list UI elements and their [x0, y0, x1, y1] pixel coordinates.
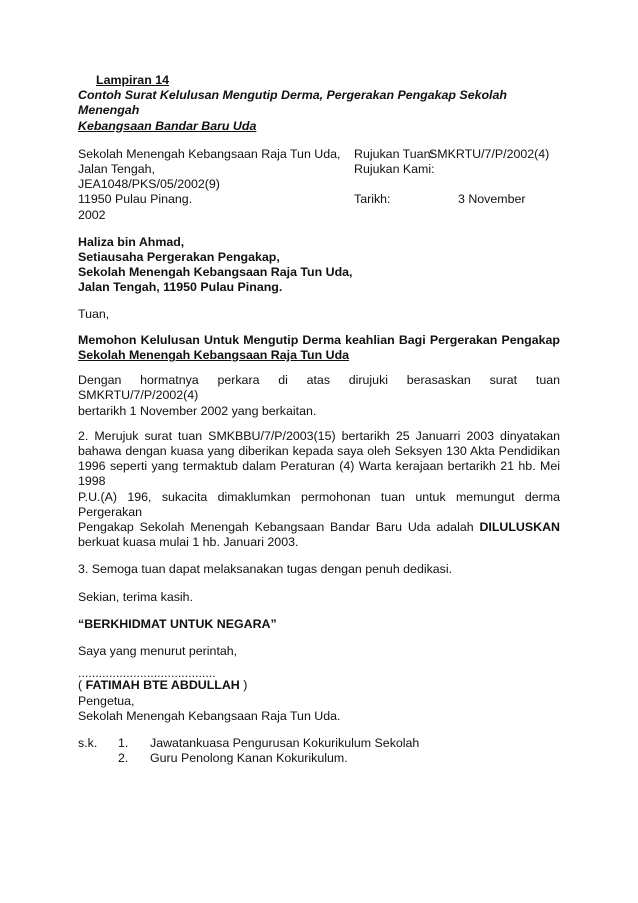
sk-block — [78, 736, 560, 766]
rujukan-tuan-label: Rujukan Tuan: — [354, 146, 434, 161]
signatory-open: ( — [78, 678, 86, 693]
sender-line: Jalan Tengah, — [78, 162, 155, 177]
sk-row — [78, 736, 560, 751]
sk-row — [78, 751, 560, 766]
sk-recipient: Guru Penolong Kanan Kokurikulum. — [150, 751, 348, 766]
paragraph-2-line — [78, 520, 560, 535]
tarikh-value: 3 November — [458, 192, 526, 207]
recipient-line: Jalan Tengah, 11950 Pulau Pinang. — [78, 280, 283, 295]
subject-line2: Sekolah Menengah Kebangsaan Raja Tun Uda — [78, 348, 350, 363]
signatory-name: FATIMAH BTE ABDULLAH — [85, 678, 240, 693]
spacer-row — [354, 177, 560, 192]
closing-sekian: Sekian, terima kasih. — [78, 589, 194, 604]
sk-number: 1. — [118, 735, 129, 750]
recipient-line: Haliza bin Ahmad, — [78, 234, 185, 249]
motto: “BERKHIDMAT UNTUK NEGARA” — [78, 616, 277, 631]
paragraph-2 — [78, 429, 560, 551]
document-title-line2: Kebangsaan Bandar Baru Uda — [78, 118, 257, 133]
recipient-block — [78, 235, 560, 296]
paragraph-1-line: bertarikh 1 November 2002 yang berkaitan. — [78, 403, 317, 418]
document-title-line1: Contoh Surat Kelulusan Mengutip Derma, Pergerakan Pengakap Sekolah Menengah — [78, 88, 507, 118]
subject-block — [78, 333, 560, 363]
sk-recipient: Jawatankuasa Pengurusan Kokurikulum Sekolah — [150, 735, 420, 750]
sk-label: s.k. — [78, 735, 98, 750]
paragraph-2-line: bahawa dengan kuasa yang diberikan kepada saya oleh Seksyen 130 Akta Pendidikan — [78, 444, 560, 459]
paragraph-1-line: Dengan hormatnya perkara di atas dirujuki berasaskan surat tuan SMKRTU/7/P/2002(4) — [78, 373, 560, 403]
paragraph-2-line: P.U.(A) 196, sukacita dimaklumkan permohonan tuan untuk memungut derma Pergerakan — [78, 489, 560, 519]
recipient-line: Setiausaha Pergerakan Pengakap, — [78, 250, 280, 265]
paragraph-3: 3. Semoga tuan dapat melaksanakan tugas dengan penuh dedikasi. — [78, 562, 453, 577]
signatory — [78, 678, 560, 693]
rujukan-tuan-value: SMKRTU/7/P/2002(4) — [429, 146, 550, 161]
subject-line1: Memohon Kelulusan Untuk Mengutip Derma keahlian Bagi Pergerakan Pengakap — [78, 332, 560, 347]
sender-address — [78, 147, 354, 223]
recipient-line: Sekolah Menengah Kebangsaan Raja Tun Uda, — [78, 265, 353, 280]
signatory-school: Sekolah Menengah Kebangsaan Raja Tun Uda. — [78, 708, 341, 723]
signature-block — [78, 668, 560, 724]
sk-number: 2. — [118, 751, 129, 766]
sender-line: JEA1048/PKS/05/2002(9) — [78, 177, 220, 192]
paragraph-1 — [78, 373, 560, 419]
tarikh-row — [354, 192, 560, 207]
signatory-title: Pengetua, — [78, 693, 135, 708]
lampiran-label: Lampiran 14 — [96, 73, 169, 87]
rujukan-kami-row — [354, 162, 560, 177]
paragraph-2-line: 2. Merujuk surat tuan SMKBBU/7/P/2003(15) bertarikh 25 Januarri 2003 dinyatakan — [78, 428, 560, 443]
signature-dots: ........................................ — [78, 666, 216, 681]
closing-saya: Saya yang menurut perintah, — [78, 644, 238, 659]
sender-line: 11950 Pulau Pinang. — [78, 192, 193, 207]
rujukan-tuan-row — [354, 147, 560, 162]
sender-line: Sekolah Menengah Kebangsaan Raja Tun Uda, — [78, 146, 341, 161]
reference-block — [354, 147, 560, 223]
salutation: Tuan, — [78, 306, 110, 321]
signatory-close: ) — [239, 678, 248, 693]
paragraph-2-line: 1996 seperti yang termaktub dalam Peraturan (4) Warta kerajaan bertarikh 21 hb. Mei 1998 — [78, 459, 560, 489]
paragraph-2-line: berkuat kuasa mulai 1 hb. Januari 2003. — [78, 535, 299, 550]
tarikh-label: Tarikh: — [354, 192, 391, 207]
rujukan-kami-label: Rujukan Kami: — [354, 162, 435, 177]
sender-line: 2002 — [78, 207, 106, 222]
approval-status: DILULUSKAN — [479, 520, 560, 535]
sender-block — [78, 147, 560, 223]
paragraph-2-line5-text: Pengakap Sekolah Menengah Kebangsaan Bandar Baru Uda adalah — [78, 520, 474, 535]
